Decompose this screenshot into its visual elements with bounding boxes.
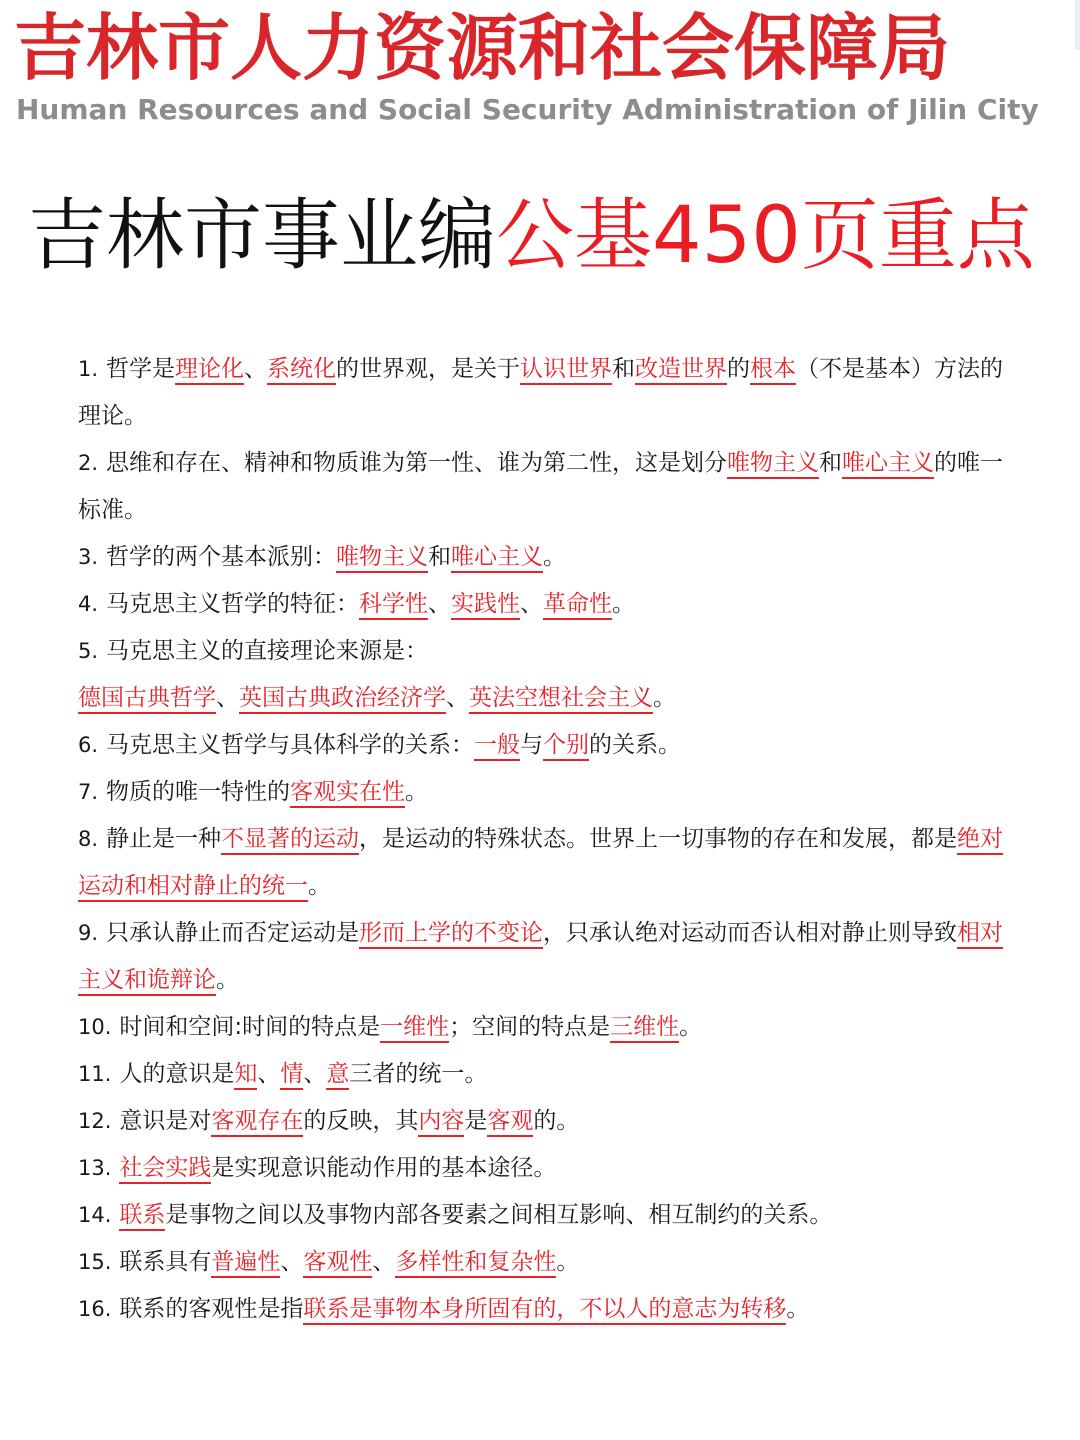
item-text: ，是运动的特殊状态。世界上一切事物的存在和发展，都是 xyxy=(359,826,958,852)
item-text: 的关系。 xyxy=(589,732,682,758)
item-number: 14. xyxy=(78,1203,112,1227)
item-text: 马克思主义哲学的特征： xyxy=(106,591,360,617)
item-text: 与 xyxy=(520,732,544,758)
edge-mark xyxy=(1075,0,1080,50)
list-item xyxy=(78,722,1008,769)
item-text: 人的意识是 xyxy=(119,1061,235,1087)
list-item xyxy=(78,1192,1008,1239)
page-title-black: 吉林市事业编 xyxy=(28,191,497,281)
item-text: 只承认静止而否定运动是 xyxy=(106,920,360,946)
highlight-text: 多样性和复杂性 xyxy=(395,1249,556,1278)
item-text: 、 xyxy=(244,356,268,382)
item-number: 7. xyxy=(78,780,99,804)
list-item xyxy=(78,816,1008,910)
item-text: 的反映，其 xyxy=(303,1108,419,1134)
item-text: 、 xyxy=(372,1249,396,1275)
highlight-text: 根本 xyxy=(750,356,796,385)
page-title xyxy=(28,188,1078,284)
item-number: 1. xyxy=(78,357,99,381)
item-number: 13. xyxy=(78,1156,112,1180)
item-text: 。 xyxy=(556,1249,580,1275)
item-text: 。 xyxy=(679,1014,703,1040)
highlight-text: 一维性 xyxy=(380,1014,449,1043)
list-item xyxy=(78,440,1008,534)
item-text: 、 xyxy=(280,1249,304,1275)
item-text: 和 xyxy=(612,356,636,382)
item-text: 是实现意识能动作用的基本途径。 xyxy=(211,1155,557,1181)
list-item xyxy=(78,1286,1008,1333)
item-text: 。 xyxy=(216,967,239,993)
highlight-text: 一般 xyxy=(474,732,520,761)
highlight-text: 内容 xyxy=(418,1108,464,1137)
item-text: 静止是一种 xyxy=(106,826,222,852)
item-number: 6. xyxy=(78,733,99,757)
highlight-text: 普遍性 xyxy=(211,1249,280,1278)
item-number: 15. xyxy=(78,1250,112,1274)
item-number: 12. xyxy=(78,1109,112,1133)
item-text: 是事物之间以及事物内部各要素之间相互影响、相互制约的关系。 xyxy=(165,1202,833,1228)
item-text: 的世界观，是关于 xyxy=(336,356,521,382)
item-text: 时间和空间:时间的特点是 xyxy=(119,1014,381,1040)
item-text: 意识是对 xyxy=(119,1108,212,1134)
list-item xyxy=(78,581,1008,628)
list-item xyxy=(78,1239,1008,1286)
highlight-text: 唯心主义 xyxy=(451,544,543,573)
item-number: 8. xyxy=(78,827,99,851)
item-text: 和 xyxy=(819,450,843,476)
list-item xyxy=(78,628,1008,722)
highlight-text: 知 xyxy=(234,1061,257,1090)
highlight-text: 客观存在 xyxy=(211,1108,303,1137)
item-text: 哲学的两个基本派别： xyxy=(106,544,337,570)
item-text: （不是基本）方法的理论。 xyxy=(78,356,1004,429)
item-text: 的唯一标准。 xyxy=(78,450,1004,523)
item-number: 3. xyxy=(78,545,99,569)
highlight-text: 革命性 xyxy=(543,591,612,620)
item-text: 的 xyxy=(727,356,751,382)
item-text: 、 xyxy=(428,591,452,617)
highlight-text: 科学性 xyxy=(359,591,428,620)
highlight-text: 认识世界 xyxy=(520,356,612,385)
item-text: 。 xyxy=(308,873,331,899)
highlight-text: 唯物主义 xyxy=(727,450,819,479)
highlight-text: 英国古典政治经济学 xyxy=(239,685,446,714)
item-text: 、 xyxy=(216,685,239,711)
highlight-text: 绝对运动和相对静止的统一 xyxy=(78,826,1003,902)
list-item xyxy=(78,1051,1008,1098)
list-item xyxy=(78,910,1008,1004)
item-text: 是 xyxy=(464,1108,488,1134)
notes-list xyxy=(78,346,1008,1333)
list-item xyxy=(78,534,1008,581)
item-text: 、 xyxy=(520,591,544,617)
list-item xyxy=(78,346,1008,440)
item-number: 4. xyxy=(78,592,99,616)
item-number: 16. xyxy=(78,1297,112,1321)
highlight-text: 不显著的运动 xyxy=(221,826,359,855)
highlight-text: 形而上学的不变论 xyxy=(359,920,543,949)
item-text: 。 xyxy=(653,685,676,711)
item-text: 、 xyxy=(257,1061,281,1087)
highlight-text: 联系 xyxy=(119,1202,165,1231)
item-text: 思维和存在、精神和物质谁为第一性、谁为第二性，这是划分 xyxy=(106,450,728,476)
highlight-text: 理论化 xyxy=(175,356,244,385)
highlight-text: 改造世界 xyxy=(635,356,727,385)
item-text: 马克思主义哲学与具体科学的关系： xyxy=(106,732,475,758)
org-name-en: Human Resources and Social Security Administration of Jilin City xyxy=(16,93,1039,126)
list-item xyxy=(78,1098,1008,1145)
list-item xyxy=(78,769,1008,816)
highlight-text: 唯心主义 xyxy=(842,450,934,479)
highlight-text: 客观性 xyxy=(303,1249,372,1278)
item-text: 。 xyxy=(786,1296,810,1322)
item-number: 11. xyxy=(78,1062,112,1086)
item-text: 、 xyxy=(303,1061,327,1087)
item-text: 物质的唯一特性的 xyxy=(106,779,291,805)
item-text: 。 xyxy=(612,591,636,617)
item-text: 的。 xyxy=(533,1108,580,1134)
highlight-text: 三维性 xyxy=(610,1014,679,1043)
list-item xyxy=(78,1145,1008,1192)
highlight-text: 实践性 xyxy=(451,591,520,620)
item-text: 。 xyxy=(543,544,567,570)
item-text: 哲学是 xyxy=(106,356,176,382)
item-text: 联系的客观性是指 xyxy=(119,1296,304,1322)
item-text: 三者的统一。 xyxy=(349,1061,488,1087)
highlight-text: 情 xyxy=(280,1061,303,1090)
highlight-text: 意 xyxy=(326,1061,349,1090)
item-text: 马克思主义的直接理论来源是： xyxy=(106,638,429,664)
highlight-text: 德国古典哲学 xyxy=(78,685,216,714)
highlight-text: 唯物主义 xyxy=(336,544,428,573)
item-text: ；空间的特点是 xyxy=(449,1014,611,1040)
highlight-text: 客观 xyxy=(487,1108,533,1137)
item-number: 5. xyxy=(78,639,99,663)
item-text: 、 xyxy=(446,685,469,711)
page-title-red: 公基450页重点 xyxy=(496,191,1035,281)
highlight-text: 个别 xyxy=(543,732,589,761)
item-text: 和 xyxy=(428,544,452,570)
item-text: ，只承认绝对运动而否认相对静止则导致 xyxy=(543,920,958,946)
item-text: 联系具有 xyxy=(119,1249,212,1275)
org-name-cn: 吉林市人力资源和社会保障局 xyxy=(14,6,951,90)
highlight-text: 系统化 xyxy=(267,356,336,385)
item-number: 2. xyxy=(78,451,99,475)
highlight-text: 客观实在性 xyxy=(290,779,405,808)
org-header xyxy=(0,0,1080,140)
highlight-text: 英法空想社会主义 xyxy=(469,685,653,714)
item-text: 。 xyxy=(405,779,429,805)
highlight-text: 社会实践 xyxy=(119,1155,211,1184)
highlight-text: 联系是事物本身所固有的，不以人的意志为转移 xyxy=(303,1296,786,1325)
item-number: 10. xyxy=(78,1015,112,1039)
list-item xyxy=(78,1004,1008,1051)
item-number: 9. xyxy=(78,921,99,945)
highlight-text: 相对主义和诡辩论 xyxy=(78,920,1003,996)
